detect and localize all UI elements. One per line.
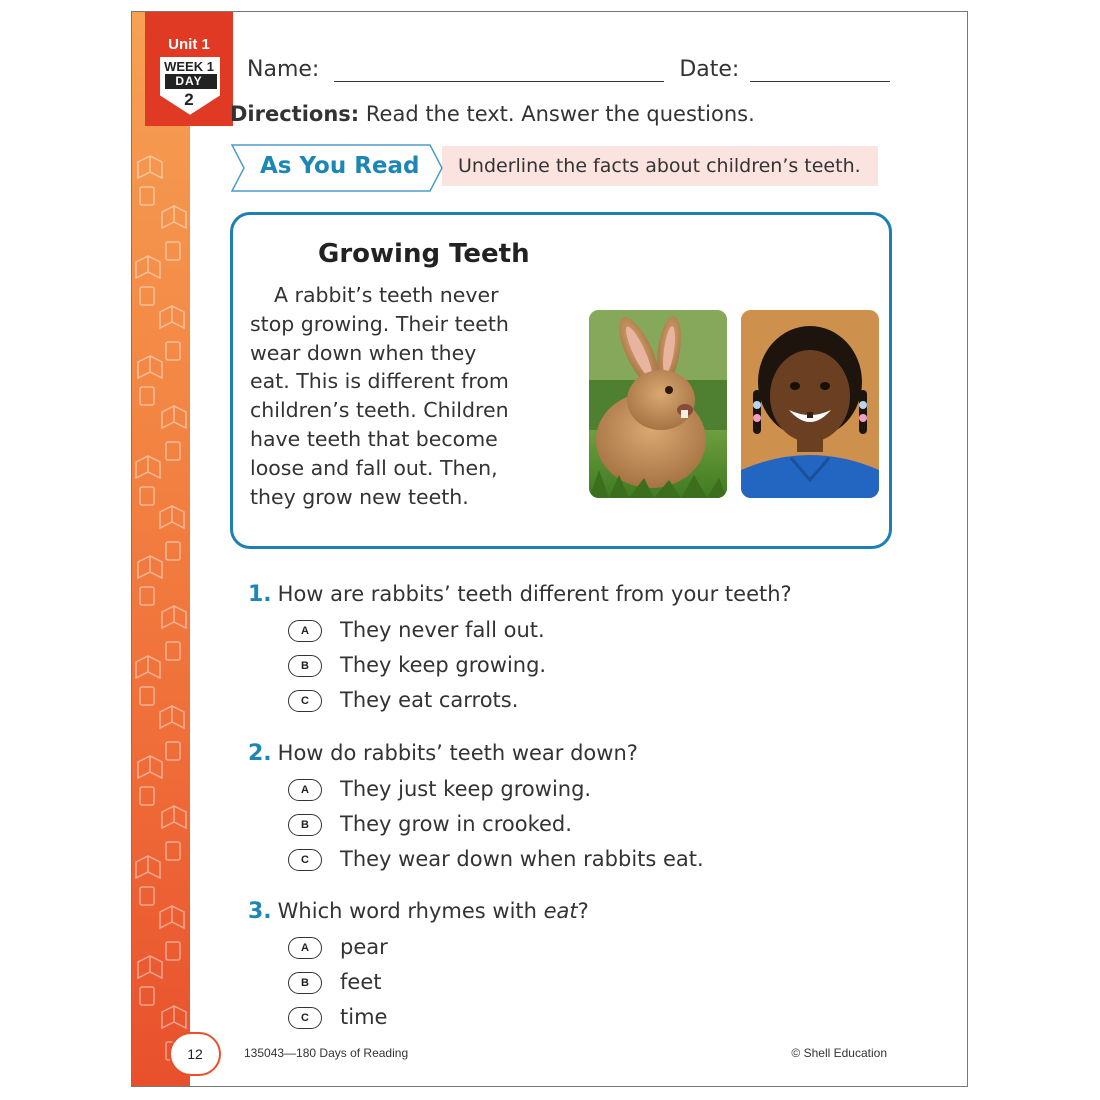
option-text: time [340, 1005, 388, 1029]
option-text: pear [340, 935, 388, 959]
worksheet-page [131, 11, 968, 1087]
directions-text: Read the text. Answer the questions. [359, 102, 755, 126]
rabbit-photo [589, 310, 727, 498]
name-label: Name: [247, 57, 320, 82]
option-2a[interactable] [288, 777, 591, 801]
answer-circle-b[interactable]: B [288, 814, 322, 836]
option-text: They keep growing. [340, 653, 547, 677]
answer-circle-a[interactable]: A [288, 937, 322, 959]
badge-day-label: DAY [175, 74, 203, 88]
name-date-row [247, 57, 890, 82]
answer-circle-b[interactable]: B [288, 972, 322, 994]
answer-circle-c[interactable]: C [288, 1007, 322, 1029]
option-text: They grow in crooked. [340, 812, 572, 836]
option-text: They never fall out. [340, 618, 545, 642]
option-3b[interactable] [288, 970, 381, 994]
passage-text [250, 281, 570, 511]
option-2b[interactable] [288, 812, 572, 836]
passage-line: loose and fall out. Then, [250, 455, 498, 480]
as-you-read-banner [230, 143, 890, 193]
passage-line: children’s teeth. Children [250, 398, 509, 423]
badge-unit: Unit 1 [168, 36, 210, 53]
unit-week-day-badge [145, 12, 233, 126]
date-label: Date: [679, 57, 740, 82]
passage-line: have teeth that become [250, 426, 498, 451]
rhyme-word: eat [543, 899, 578, 923]
passage-title: Growing Teeth [318, 239, 530, 269]
date-field[interactable] [750, 59, 890, 82]
side-decoration-strip [132, 12, 190, 1086]
book-pattern-icon [132, 12, 190, 1086]
footer-product-code: 135043—180 Days of Reading [244, 1046, 409, 1060]
question-number: 3. [248, 899, 272, 924]
option-3c[interactable] [288, 1005, 387, 1029]
question-1-prompt [248, 582, 792, 607]
option-1a[interactable] [288, 618, 545, 642]
badge-week: WEEK 1 [164, 59, 214, 74]
rabbit-icon [589, 310, 727, 498]
question-2 [248, 741, 704, 871]
question-number: 2. [248, 741, 272, 766]
passage-box [230, 212, 892, 549]
answer-circle-c[interactable]: C [288, 690, 322, 712]
footer-copyright: © Shell Education [791, 1046, 887, 1060]
passage-line: eat. This is different from [250, 369, 509, 394]
badge-day-number: 2 [184, 90, 194, 109]
option-1c[interactable] [288, 688, 518, 712]
option-text: They wear down when rabbits eat. [340, 847, 704, 871]
answer-circle-a[interactable]: A [288, 620, 322, 642]
option-text: They eat carrots. [340, 688, 519, 712]
page-number: 12 [169, 1032, 221, 1076]
option-2c[interactable] [288, 847, 704, 871]
answer-circle-b[interactable]: B [288, 655, 322, 677]
passage-line: they grow new teeth. [250, 484, 469, 509]
girl-photo [741, 310, 879, 498]
option-text: They just keep growing. [340, 777, 592, 801]
passage-line: stop growing. Their teeth [250, 311, 509, 336]
question-text: Which word rhymes with [277, 899, 544, 923]
question-number: 1. [248, 582, 272, 607]
directions-label: Directions: [230, 102, 360, 126]
girl-icon [741, 310, 879, 498]
option-1b[interactable] [288, 653, 546, 677]
question-3 [248, 899, 589, 1029]
name-field[interactable] [334, 59, 664, 82]
answer-circle-c[interactable]: C [288, 849, 322, 871]
as-you-read-instruction: Underline the facts about children’s teeth. [458, 155, 861, 177]
as-you-read-label: As You Read [260, 153, 420, 179]
passage-line: wear down when they [250, 340, 477, 365]
question-mark: ? [577, 899, 589, 923]
question-text: How are rabbits’ teeth different from your teeth? [277, 582, 792, 606]
directions [230, 102, 755, 126]
option-text: feet [340, 970, 382, 994]
question-2-prompt [248, 741, 638, 766]
option-3a[interactable] [288, 935, 388, 959]
question-1 [248, 582, 792, 712]
question-3-prompt [248, 899, 589, 924]
passage-line: A rabbit’s teeth never [274, 283, 499, 307]
answer-circle-a[interactable]: A [288, 779, 322, 801]
question-text: How do rabbits’ teeth wear down? [277, 741, 638, 765]
